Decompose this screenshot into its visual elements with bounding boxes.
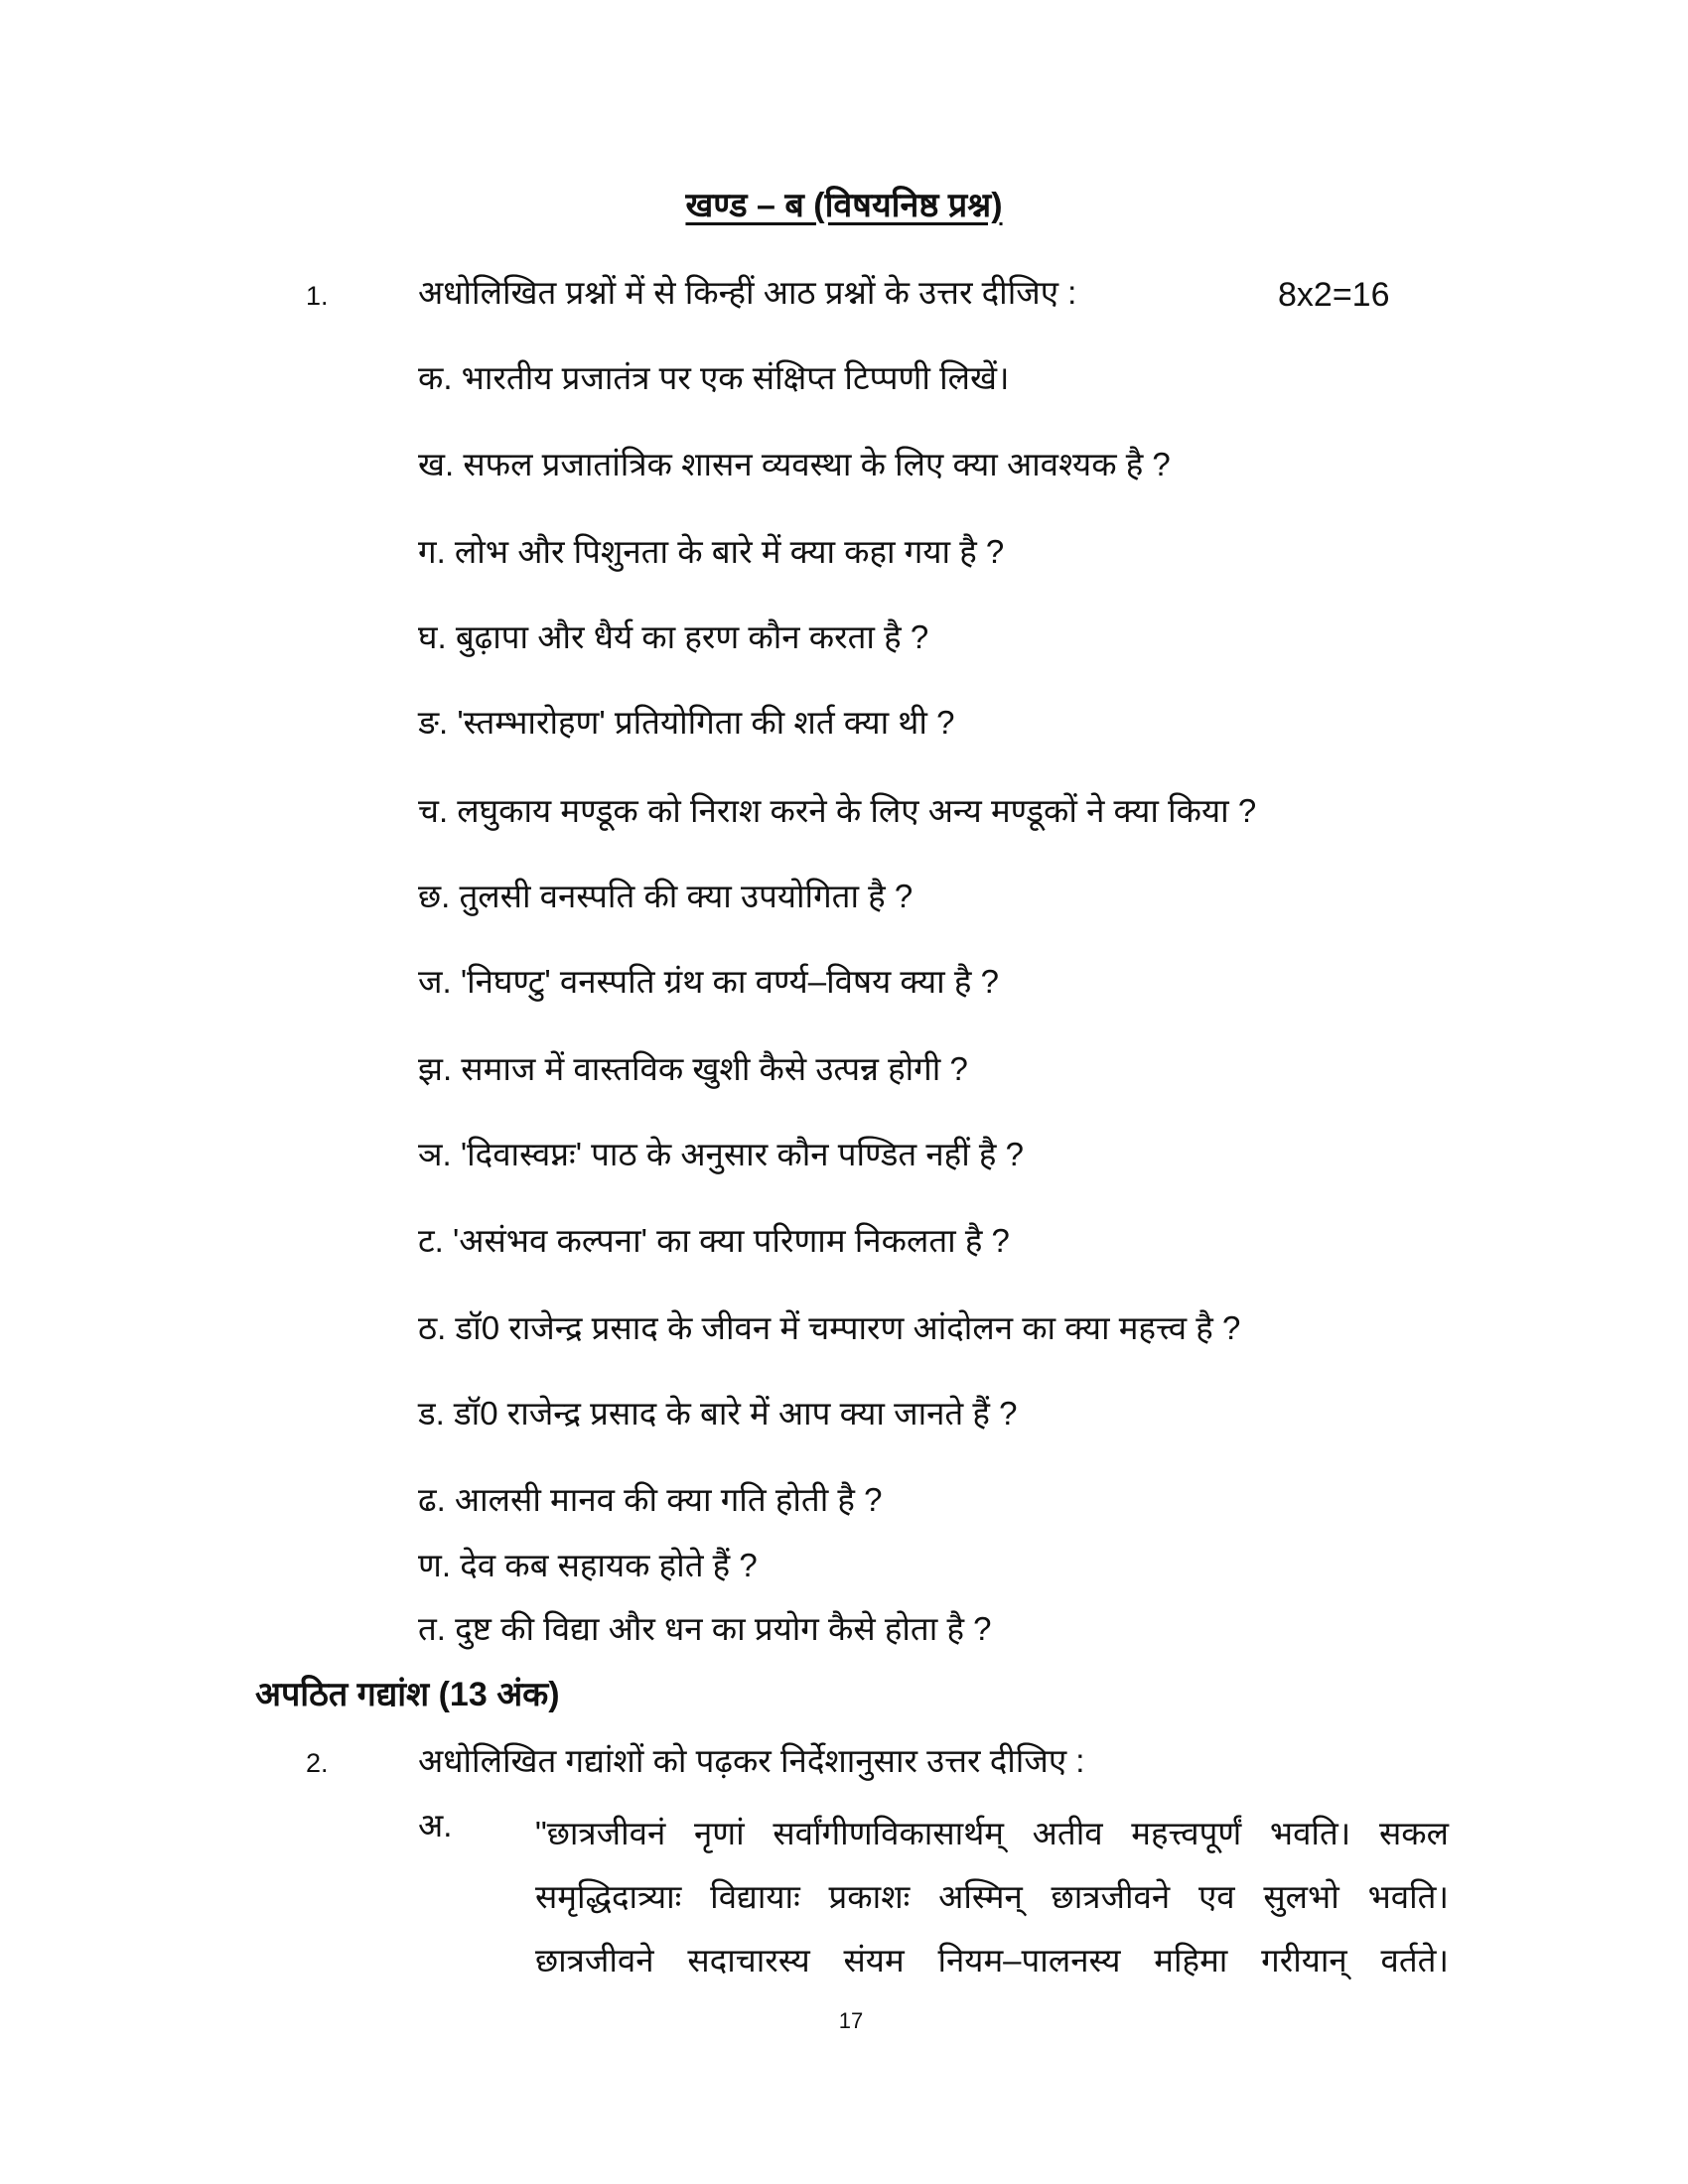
question-item: ख. सफल प्रजातांत्रिक शासन व्यवस्था के लिए क्या आवश्यक है ? (418, 446, 1171, 482)
passage-line: छात्रजीवने सदाचारस्य संयम नियम–पालनस्य महिमा गरीयान् वर्तते। (535, 1942, 1449, 1979)
section-2-heading: अपठित गद्यांश (13 अंक) (255, 1676, 560, 1713)
question-item: ङ. 'स्तम्भारोहण' प्रतियोगिता की शर्त क्या थी ? (418, 704, 955, 741)
question-item: ढ. आलसी मानव की क्या गति होती है ? (418, 1481, 883, 1518)
question-item: ग. लोभ और पिशुनता के बारे में क्या कहा गया है ? (418, 533, 1005, 570)
question-1-number: 1. (306, 281, 329, 311)
section-title (0, 189, 1688, 222)
passage-line: समृद्धिदात्र्याः विद्यायाः प्रकाशः अस्मिन् छात्रजीवने एव सुलभो भवति। (535, 1878, 1449, 1915)
question-item: ण. देव कब सहायक होते हैं ? (418, 1547, 758, 1583)
question-item: ज. 'निघण्टु' वनस्पति ग्रंथ का वर्ण्य–विषय क्या है ? (418, 963, 999, 1000)
question-1-instruction: अधोलिखित प्रश्नों में से किन्हीं आठ प्रश्नों के उत्तर दीजिए : (418, 274, 1077, 311)
question-item: च. लघुकाय मण्डूक को निराश करने के लिए अन्य मण्डूकों ने क्या किया ? (418, 792, 1257, 829)
question-2-number: 2. (306, 1748, 329, 1778)
question-item: छ. तुलसी वनस्पति की क्या उपयोगिता है ? (418, 878, 914, 914)
question-item: त. दुष्ट की विद्या और धन का प्रयोग कैसे होता है ? (418, 1610, 992, 1647)
question-item: झ. समाज में वास्तविक खुशी कैसे उत्पन्न होगी ? (418, 1050, 968, 1087)
question-item: घ. बुढ़ापा और धैर्य का हरण कौन करता है ? (418, 618, 929, 655)
page-number: 17 (838, 2008, 864, 2033)
question-item: ड. डॉ0 राजेन्द्र प्रसाद के बारे में आप क्या जानते हैं ? (418, 1395, 1018, 1432)
question-item: ठ. डॉ0 राजेन्द्र प्रसाद के जीवन में चम्पारण आंदोलन का क्या महत्त्व है ? (418, 1309, 1241, 1346)
section-title-text: खण्ड – ब (विषयनिष्ठ प्रश्न) (685, 187, 1003, 224)
question-item: ट. 'असंभव कल्पना' का क्या परिणाम निकलता है ? (418, 1222, 1010, 1259)
question-item: ञ. 'दिवास्वप्नः' पाठ के अनुसार कौन पण्डित नहीं है ? (418, 1136, 1024, 1172)
passage (535, 1802, 1449, 1992)
passage-label: अ. (418, 1807, 453, 1843)
question-1-marks: 8x2=16 (1278, 276, 1390, 314)
passage-line: "छात्रजीवनं नृणां सर्वांगीणविकासार्थम् अतीव महत्त्वपूर्णं भवति। सकल (535, 1815, 1449, 1851)
question-2-instruction: अधोलिखित गद्यांशों को पढ़कर निर्देशानुसार उत्तर दीजिए : (418, 1742, 1085, 1779)
question-item: क. भारतीय प्रजातंत्र पर एक संक्षिप्त टिप्पणी लिखें। (418, 359, 1010, 396)
